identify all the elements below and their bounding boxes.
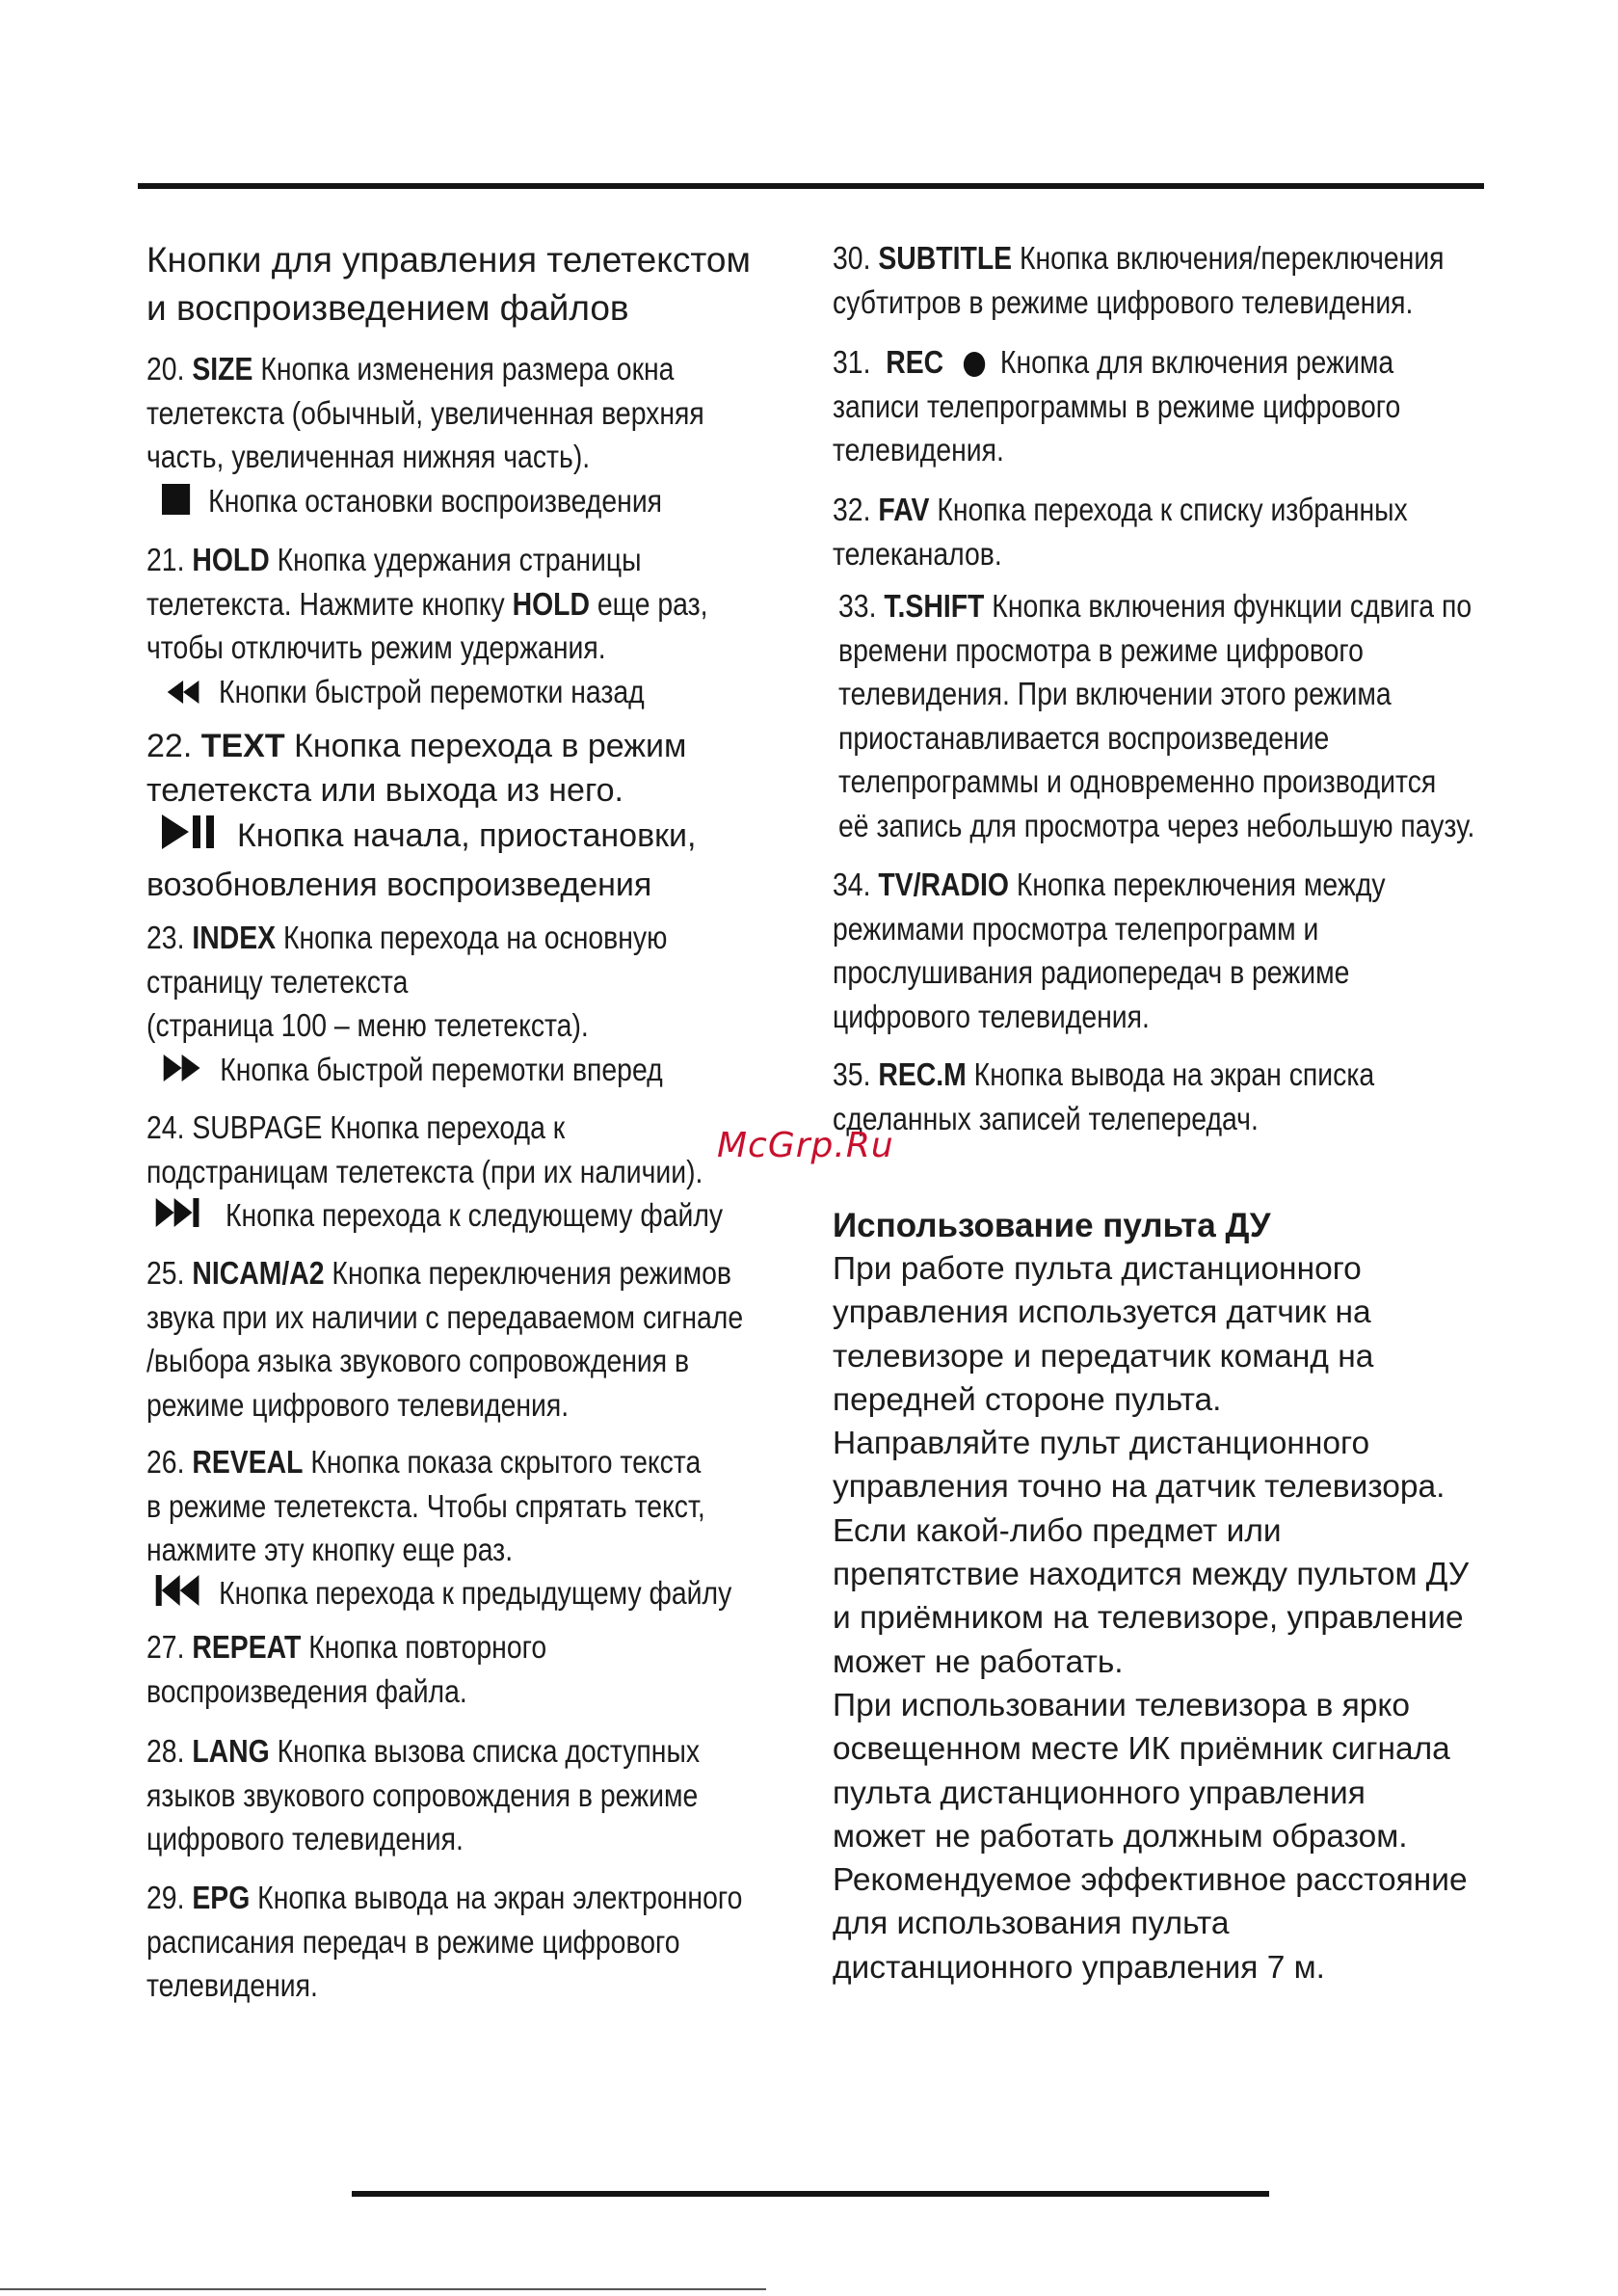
next-file-icon bbox=[154, 1196, 200, 1241]
page-edge-line bbox=[0, 2288, 766, 2290]
remote-usage-text: При работе пульта дистанционного управления используется датчик на телевизоре и передатчик команд на передней стороне пульта. Направляйте пульт дистанционного управления точно на датчик телевизора. Если какой-либо предмет или препятствие находится между пультом ДУ и приёмником на телевизоре, управление может не работать. При использовании телевизора в ярко освещенном месте ИК приёмник сигнала пульта дистанционного управления может не работать должным образом. Рекомендуемое эффективное расстояние для использования пульта дистанционного управления 7 м. bbox=[833, 1251, 1470, 1986]
item-23-index: 23. INDEX Кнопка перехода на основную страницу телетекста (страница 100 – меню телетекста). bbox=[146, 920, 668, 1043]
stop-icon bbox=[162, 482, 190, 526]
item-20-size: 20. SIZE Кнопка изменения размера окна телетекста (обычный, увеличенная верхняя часть, увеличенная нижняя часть). bbox=[146, 351, 704, 474]
item-24-subpage: 24. SUBPAGE Кнопка перехода к подстраницам телетекста (при их наличии). bbox=[146, 1109, 703, 1189]
bottom-rule bbox=[352, 2191, 1269, 2197]
item-27-repeat: 27. REPEAT Кнопка повторного воспроизведения файла. bbox=[146, 1629, 547, 1709]
section-heading-teletext: Кнопки для управления телетекстом и воспроизведением файлов bbox=[146, 240, 751, 328]
previous-file-icon bbox=[154, 1573, 200, 1619]
item-26-reveal: 26. REVEAL Кнопка показа скрытого текста в режиме телетекста. Чтобы спрятать текст, нажмите эту кнопку еще раз. bbox=[146, 1444, 705, 1567]
item-28-lang: 28. LANG Кнопка вызова списка доступных языков звукового сопровождения в режиме цифрового телевидения. bbox=[146, 1733, 701, 1856]
item-fast-forward: Кнопка быстрой перемотки вперед bbox=[162, 1048, 663, 1094]
item-34-tvradio: 34. TV/RADIO Кнопка переключения между режимами просмотра телепрограмм и прослушивания радиопередач в режиме цифрового телевидения. bbox=[833, 867, 1386, 1034]
item-stop: Кнопка остановки воспроизведения bbox=[162, 479, 662, 525]
section-heading-remote: Использование пульта ДУ bbox=[833, 1207, 1271, 1244]
item-play-pause: Кнопка начала, приостановки, возобновления воспроизведения bbox=[160, 813, 696, 907]
item-22-text: 22. TEXT Кнопка перехода в режим телетекста или выхода из него. bbox=[146, 728, 687, 809]
record-dot-icon bbox=[964, 352, 985, 377]
top-rule bbox=[138, 183, 1484, 189]
item-previous-file: Кнопка перехода к предыдущему файлу bbox=[154, 1571, 731, 1618]
play-pause-icon bbox=[160, 813, 216, 864]
item-next-file: Кнопка перехода к следующему файлу bbox=[154, 1193, 723, 1240]
item-30-subtitle: 30. SUBTITLE Кнопка включения/переключения субтитров в режиме цифрового телевидения. bbox=[833, 240, 1445, 320]
item-33-tshift: 33. T.SHIFT Кнопка включения функции сдвига по времени просмотра в режиме цифрового телевидения. При включении этого режима приостанавливается воспроизведение телепрограммы и одновременно производится её запись для просмотра через небольшую паузу. bbox=[838, 588, 1475, 843]
item-rewind: Кнопки быстрой перемотки назад bbox=[166, 670, 645, 716]
item-21-hold: 21. HOLD Кнопка удержания страницы телетекста. Нажмите кнопку HOLD еще раз, чтобы отключить режим удержания. bbox=[146, 542, 708, 665]
watermark: McGrp.Ru bbox=[717, 1126, 894, 1165]
item-32-fav: 32. FAV Кнопка перехода к списку избранных телеканалов. bbox=[833, 492, 1408, 572]
item-25-nicam: 25. NICAM/A2 Кнопка переключения режимов звука при их наличии с передаваемом сигнале /выбора языка звукового сопровождения в режиме цифрового телевидения. bbox=[146, 1255, 744, 1423]
item-31-rec: 31. REC Кнопка для включения режима записи телепрограммы в режиме цифрового телевидения. bbox=[833, 344, 1401, 467]
item-29-epg: 29. EPG Кнопка вывода на экран электронного расписания передач в режиме цифрового телевидения. bbox=[146, 1880, 743, 2003]
rewind-icon bbox=[166, 673, 200, 717]
fast-forward-icon bbox=[162, 1051, 201, 1095]
item-35-recm: 35. REC.M Кнопка вывода на экран списка сделанных записей телепередач. bbox=[833, 1056, 1375, 1136]
